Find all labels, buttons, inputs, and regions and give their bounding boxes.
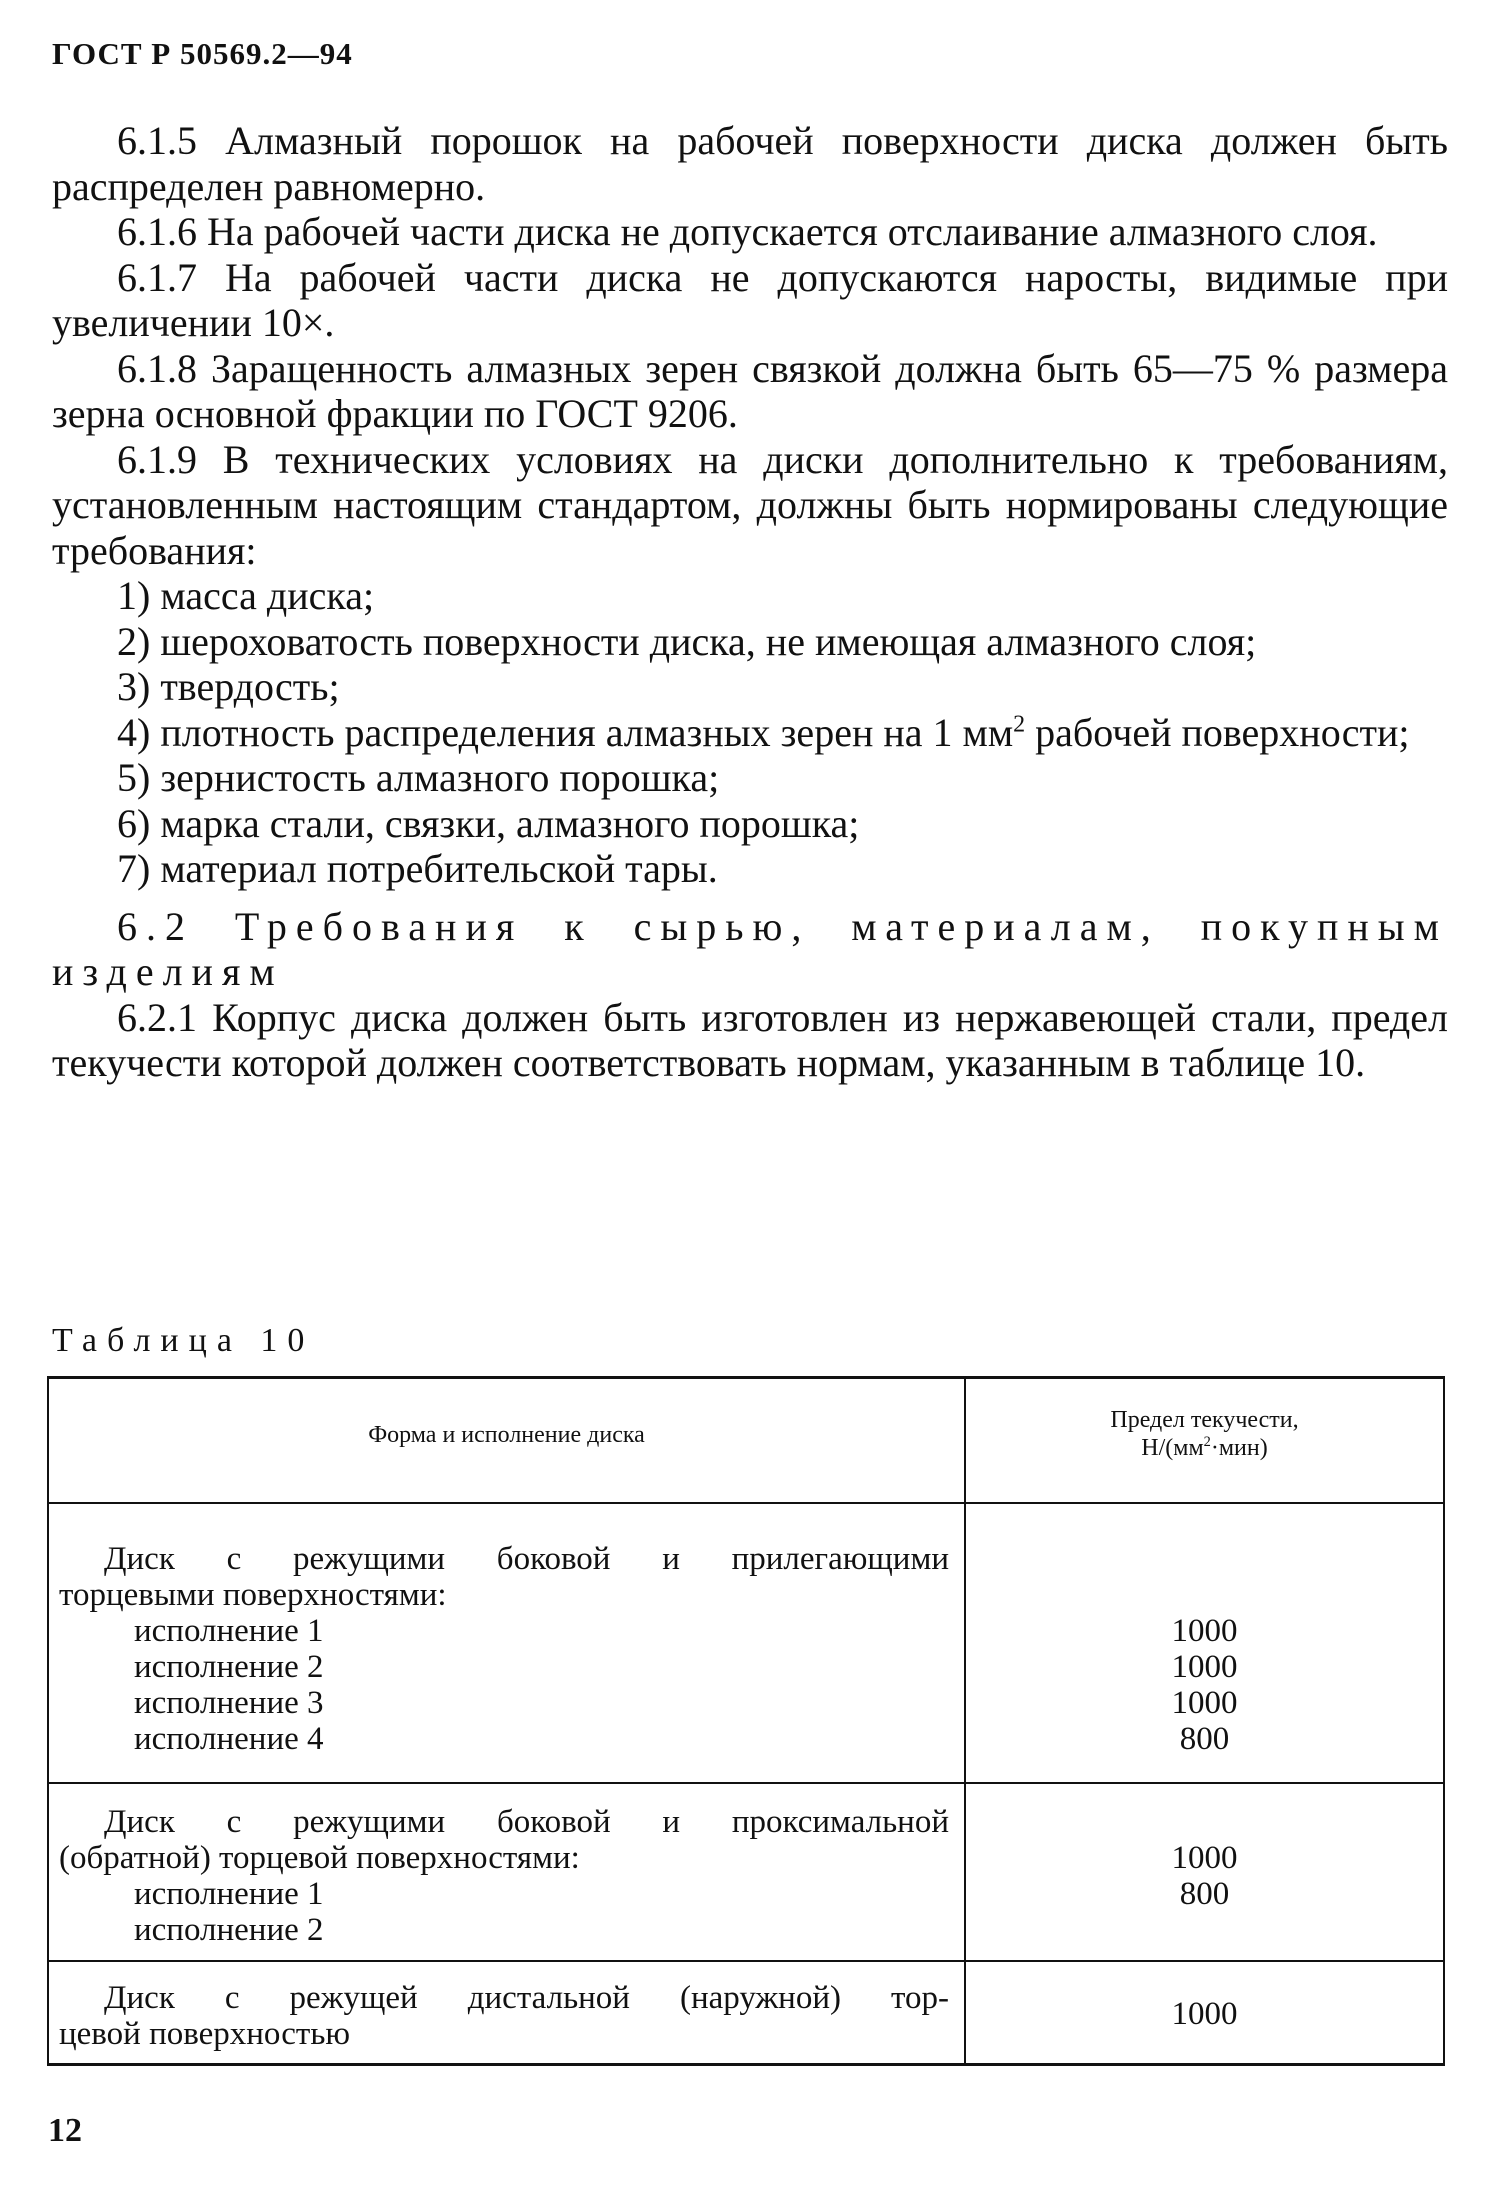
table-top-rule <box>47 1376 1445 1379</box>
row-title-line: Диск с режущими боковой и прилегающими <box>104 1541 949 1577</box>
yield-value: 1000 <box>1171 1613 1238 1649</box>
table-row-2-values <box>966 1840 1443 1912</box>
yield-value: 1000 <box>1171 1840 1238 1876</box>
table-row-2-description <box>59 1804 949 1948</box>
variant: исполнение 1 <box>134 1613 324 1649</box>
yield-value: 800 <box>1179 1721 1230 1757</box>
body-text <box>52 118 1448 1086</box>
table-left-rule <box>47 1376 49 2066</box>
requirement-4-tail: рабочей поверхности; <box>1025 709 1410 755</box>
requirement-item: 6) марка стали, связки, алмазного порошка; <box>117 800 860 846</box>
page-number: 12 <box>48 2112 82 2149</box>
table-right-rule <box>1443 1376 1445 2066</box>
document-header: ГОСТ Р 50569.2—94 <box>52 36 353 71</box>
row-divider <box>47 1782 1445 1784</box>
variant: исполнение 2 <box>134 1649 324 1685</box>
yield-value: 1000 <box>1171 1649 1238 1685</box>
superscript: 2 <box>1013 711 1026 738</box>
section-6-2-heading: 6.2 Требования к сырью, материалам, покупным изделиям <box>52 903 1448 994</box>
table-10 <box>47 1376 1445 2066</box>
column-header-form: Форма и исполнение диска <box>368 1422 645 1448</box>
paragraph-6-1-6: 6.1.6 На рабочей части диска не допускается отслаивание алмазного слоя. <box>117 209 1378 254</box>
row-title-line: (обратной) торцевой поверхностями: <box>59 1840 580 1876</box>
paragraph-6-1-8: 6.1.8 Заращенность алмазных зерен связкой должна быть 65—75 % размера зерна основной фракции по ГОСТ 9206. <box>52 345 1448 436</box>
yield-value: 1000 <box>1171 1685 1238 1721</box>
header-unit: Н/(мм <box>1141 1435 1204 1461</box>
column-header-yield-strength <box>966 1406 1443 1462</box>
yield-value: 800 <box>1179 1876 1230 1912</box>
paragraph-6-1-9: 6.1.9 В технических условиях на диски дополнительно к требованиям, установленным настоящим стандартом, должны быть нормированы следующие требования: <box>52 436 1448 573</box>
table-row-3-description <box>59 1980 949 2052</box>
row-title-line: Диск с режущими боковой и проксимальной <box>104 1804 949 1840</box>
header-line: Предел текучести, <box>1110 1407 1299 1433</box>
requirement-item: 3) твердость; <box>117 664 340 709</box>
table-row-3-values <box>966 1996 1443 2032</box>
variant: исполнение 4 <box>134 1721 324 1757</box>
variant: исполнение 1 <box>134 1876 324 1912</box>
paragraph-6-1-5: 6.1.5 Алмазный порошок на рабочей поверхности диска должен быть распределен равномерно. <box>52 118 1448 209</box>
table-caption: Таблица 10 <box>52 1322 315 1359</box>
table-row-1-values <box>966 1613 1443 1757</box>
row-title-line: торцевыми поверхностями: <box>59 1577 447 1613</box>
row-divider <box>47 1960 1445 1962</box>
requirement-item: 2) шероховатость поверхности диска, не имеющая алмазного слоя; <box>117 618 1257 664</box>
header-unit-tail: ·мин) <box>1210 1435 1268 1461</box>
variant: исполнение 2 <box>134 1912 324 1948</box>
requirement-item: 5) зернистость алмазного порошка; <box>117 755 720 800</box>
paragraph-6-2-1: 6.2.1 Корпус диска должен быть изготовлен из нержавеющей стали, предел текучести которой должен соответствовать нормам, указанным в таблице 10. <box>52 994 1448 1085</box>
header-line <box>966 1434 1443 1462</box>
requirement-item: 7) материал потребительской тары. <box>117 846 718 891</box>
requirement-item: 1) масса диска; <box>117 573 375 618</box>
superscript: 2 <box>1203 1434 1211 1450</box>
table-bottom-rule <box>47 2063 1445 2066</box>
row-title-line: Диск с режущей дистальной (наружной) тор- <box>104 1980 949 2016</box>
requirement-4-text: 4) плотность распределения алмазных зерен на 1 мм <box>117 709 1014 755</box>
row-title-line: цевой поверхностью <box>59 2016 351 2052</box>
table-row-1-description <box>59 1541 949 1757</box>
variant: исполнение 3 <box>134 1685 324 1721</box>
yield-value: 1000 <box>1171 1996 1238 2032</box>
header-bottom-rule <box>47 1502 1445 1504</box>
requirement-item <box>52 710 1448 756</box>
paragraph-6-1-7: 6.1.7 На рабочей части диска не допускаются наросты, видимые при увеличении 10×. <box>52 254 1448 345</box>
